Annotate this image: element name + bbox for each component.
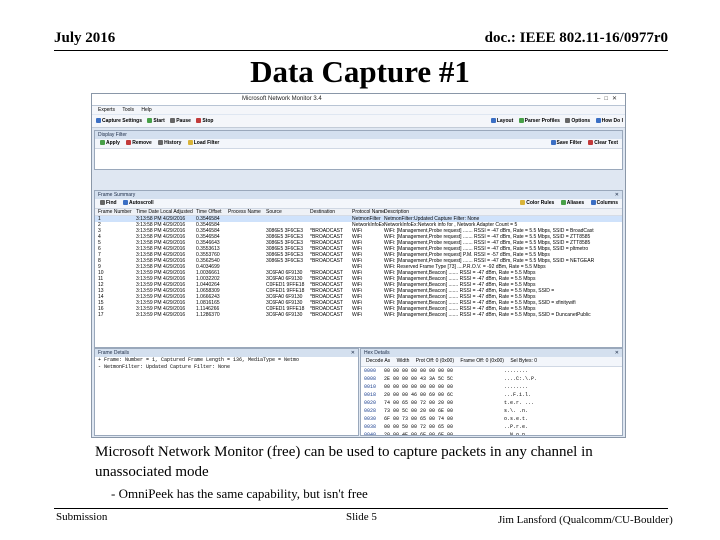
frame-summary-pane xyxy=(94,190,623,348)
table-cell: 0.3553613 xyxy=(196,246,220,252)
window-controls[interactable]: –□✕ xyxy=(597,96,621,102)
hex-row[interactable] xyxy=(361,383,622,391)
column-header[interactable]: Frame Number xyxy=(98,209,132,215)
table-cell: 0.3546584 xyxy=(196,234,220,240)
filter-text-area[interactable] xyxy=(95,149,622,167)
table-cell: 0.3553760 xyxy=(196,252,220,258)
table-cell: NetmonFilter xyxy=(352,216,381,222)
hex-row[interactable] xyxy=(361,423,622,431)
table-cell: 6 xyxy=(98,246,101,252)
table-cell: WiFi xyxy=(352,234,362,240)
autoscroll-icon xyxy=(123,200,128,205)
display-filter-pane xyxy=(94,130,623,170)
save-filter-button[interactable]: Save Filter xyxy=(551,139,582,148)
table-cell: WiFi: [Management,Beacon] ....... RSSI = -47 dBm, Rate = 5.5 Mbps xyxy=(384,276,536,282)
hex-ascii: ..P.r.e. xyxy=(504,424,529,430)
hex-row[interactable] xyxy=(361,399,622,407)
hex-details-toolbar xyxy=(361,357,622,367)
table-cell: 3086E5 3F6CE3 xyxy=(266,234,303,240)
frame-summary-rows xyxy=(95,216,622,318)
slide-title: Data Capture #1 xyxy=(250,54,470,89)
table-cell: *BROADCAST xyxy=(310,246,344,252)
table-cell: WiFi: [Management,Beacon] ....... RSSI = -47 dBm, Rate = 5.5 Mbps, SSID = DuncanetPublic xyxy=(384,312,591,318)
hex-ascii: o.s.e.t. xyxy=(504,416,529,422)
table-cell: 3C6FA0 6F9130 xyxy=(266,294,303,300)
table-cell: 9 xyxy=(98,264,101,270)
hex-bytes: 00 00 00 00 00 00 00 00 xyxy=(384,384,454,390)
help-icon xyxy=(596,118,601,123)
table-cell: WiFi: Reserved Frame Type [73] ....P.R.O.V. = -92 dBm, Rate = 5.5 Mbps xyxy=(384,264,546,270)
pause-icon xyxy=(170,118,175,123)
table-cell: *BROADCAST xyxy=(310,276,344,282)
columns-icon xyxy=(591,200,596,205)
table-cell: 3:13:58 PM 4/29/2016 xyxy=(136,258,186,264)
hex-row[interactable] xyxy=(361,367,622,375)
stop-button[interactable]: Stop xyxy=(196,118,213,124)
table-cell: 15 xyxy=(98,300,104,306)
table-cell: 3:13:58 PM 4/29/2016 xyxy=(136,246,186,252)
table-cell: NetmonFilter:Updated Capture Filter: None xyxy=(384,216,480,222)
close-icon[interactable]: ✕ xyxy=(614,350,619,356)
load-filter-button[interactable]: Load Filter xyxy=(188,139,220,148)
play-icon xyxy=(147,118,152,123)
hex-row[interactable] xyxy=(361,407,622,415)
table-cell: WiFi: [Management,Probe request] ....... RSSI = -47 dBm, Rate = 5.5 Mbps, SSID = ZTT8585 xyxy=(384,240,591,246)
gear-icon xyxy=(565,118,570,123)
sel-bytes-readout: Sel Bytes: 0 xyxy=(510,358,538,364)
width-button[interactable]: Width xyxy=(396,358,410,364)
layout-button[interactable]: Layout xyxy=(491,118,513,124)
sub-bullet: - OmniPeek has the same capability, but isn't free xyxy=(111,486,368,501)
table-cell: C0FED1 9FFE18 xyxy=(266,288,305,294)
table-cell: WiFi xyxy=(352,252,362,258)
table-cell: WiFi xyxy=(352,228,362,234)
table-cell: WiFi: [Management,Probe request] ....... RSSI = -47 dBm, Rate = 5.5 Mbps, SSID = ZTT8585 xyxy=(384,234,591,240)
table-cell: WiFi xyxy=(352,288,362,294)
table-cell: NetworkInfoEx xyxy=(352,222,385,228)
table-cell: WiFi xyxy=(352,246,362,252)
table-cell: 3:13:58 PM 4/29/2016 xyxy=(136,240,186,246)
footer-divider xyxy=(54,508,668,509)
column-header[interactable]: Source xyxy=(266,209,282,215)
table-cell: 0.4034699 xyxy=(196,264,220,270)
folder-icon xyxy=(188,140,193,145)
close-icon[interactable]: ✕ xyxy=(350,350,355,356)
hex-offset: 0020 xyxy=(364,400,377,406)
remove-icon xyxy=(126,140,131,145)
table-cell: 1.0816165 xyxy=(196,300,220,306)
options-button[interactable]: Options xyxy=(565,118,590,124)
table-cell: WiFi xyxy=(352,294,362,300)
table-cell: WiFi: [Management,Probe request] ....... RSSI = -47 dBm, Rate = 5.5 Mbps, SSID = pltmetro xyxy=(384,246,589,252)
main-toolbar xyxy=(92,115,625,128)
table-cell: 1.1146266 xyxy=(196,306,220,312)
hex-bytes: 20 00 00 46 00 69 00 6C xyxy=(384,392,454,398)
table-cell xyxy=(228,312,266,318)
save-icon xyxy=(551,140,556,145)
hex-bytes: 20 00 4E 00 6F 00 6E 00 xyxy=(384,432,454,436)
hex-offset: 0040 xyxy=(364,432,377,436)
table-cell: 0.3562540 xyxy=(196,258,220,264)
column-header[interactable]: Protocol Name xyxy=(352,209,386,215)
table-cell: WiFi: [Management,Beacon] ....... RSSI = -47 dBm, Rate = 5.5 Mbps, SSID = xyxy=(384,288,555,294)
table-cell: NetworkInfoEx:Network info for , Network Adapter Count = 5 xyxy=(384,222,518,228)
table-cell: 3086E5 3F6CE3 xyxy=(266,246,303,252)
apply-icon xyxy=(100,140,105,145)
doc-id: doc.: IEEE 802.11-16/0977r0 xyxy=(484,30,668,46)
table-cell: WiFi xyxy=(352,306,362,312)
display-filter-header: Display Filter xyxy=(95,131,622,139)
table-cell: 7 xyxy=(98,252,101,258)
footer-author: Jim Lansford (Qualcomm/CU-Boulder) xyxy=(498,514,673,526)
frame-summary-actions xyxy=(515,199,618,208)
table-cell: WiFi: [Management,Beacon] ....... RSSI = -47 dBm, Rate = 5.5 Mbps xyxy=(384,282,536,288)
parser-icon xyxy=(519,118,524,123)
table-cell: WiFi xyxy=(352,300,362,306)
table-cell: 3:13:58 PM 4/29/2016 xyxy=(136,252,186,258)
table-cell: WiFi xyxy=(352,240,362,246)
hex-details-pane xyxy=(360,348,623,436)
table-cell: 0.3546584 xyxy=(196,228,220,234)
table-cell: 3:13:59 PM 4/29/2016 xyxy=(136,270,186,276)
table-cell: *BROADCAST xyxy=(310,228,344,234)
frame-summary-header: Frame Summary ✕ xyxy=(95,191,622,199)
table-cell: 1.0658309 xyxy=(196,288,220,294)
apply-filter-button[interactable]: Apply xyxy=(100,139,120,148)
table-cell: 3:13:59 PM 4/29/2016 xyxy=(136,312,186,318)
table-cell: 3:13:58 PM 4/29/2016 xyxy=(136,234,186,240)
capture-settings-button[interactable]: Capture Settings xyxy=(96,118,142,124)
table-cell: 3086E5 3F6CE3 xyxy=(266,240,303,246)
table-cell: WiFi: [Management,Beacon] ....... RSSI = -47 dBm, Rate = 5.5 Mbps, SSID = xfinitywifi xyxy=(384,300,576,306)
hex-offset: 0008 xyxy=(364,376,377,382)
hex-ascii: ........ xyxy=(504,384,529,390)
slide-date: July 2016 xyxy=(54,30,116,46)
frame-summary-column-headers xyxy=(95,209,622,216)
history-icon xyxy=(158,140,163,145)
hex-row[interactable] xyxy=(361,391,622,399)
table-cell: 3:13:58 PM 4/29/2016 xyxy=(136,222,186,228)
menu-tools[interactable]: Tools xyxy=(122,107,135,113)
table-cell: WiFi xyxy=(352,264,362,270)
table-cell: *BROADCAST xyxy=(310,294,344,300)
table-cell: *BROADCAST xyxy=(310,312,344,318)
hex-offset: 0038 xyxy=(364,424,377,430)
history-button[interactable]: History xyxy=(158,139,181,148)
table-cell: *BROADCAST xyxy=(310,270,344,276)
frame-off-readout: Frame Off: 0 (0x00) xyxy=(460,358,504,364)
table-cell: *BROADCAST xyxy=(310,282,344,288)
pause-button[interactable]: Pause xyxy=(170,118,191,124)
table-cell: 3:13:59 PM 4/29/2016 xyxy=(136,306,186,312)
hex-ascii: .N.o.n. xyxy=(504,432,529,436)
hex-row[interactable] xyxy=(361,375,622,383)
table-cell: 12 xyxy=(98,282,104,288)
hex-offset: 0018 xyxy=(364,392,377,398)
color-rules-icon xyxy=(520,200,525,205)
table-cell: 14 xyxy=(98,294,104,300)
decode-as-button[interactable]: Decode As xyxy=(366,358,391,364)
window-titlebar xyxy=(92,94,625,106)
display-filter-toolbar xyxy=(95,139,622,149)
table-cell: 3C6FA0 6F9130 xyxy=(266,312,303,318)
table-cell: 17 xyxy=(98,312,104,318)
table-cell: 1.0032202 xyxy=(196,276,220,282)
table-cell: 0.3546643 xyxy=(196,240,220,246)
netmon-screenshot xyxy=(91,93,626,438)
table-cell: *BROADCAST xyxy=(310,306,344,312)
aliases-button[interactable]: Aliases xyxy=(561,199,585,208)
table-cell: WiFi xyxy=(352,276,362,282)
table-cell: 8 xyxy=(98,258,101,264)
table-cell: WiFi xyxy=(352,282,362,288)
table-cell: 3:13:59 PM 4/29/2016 xyxy=(136,276,186,282)
header-divider xyxy=(54,50,668,51)
table-cell: 3C6FA0 6F9130 xyxy=(266,300,303,306)
window-title: Microsoft Network Monitor 3.4 xyxy=(242,96,322,102)
column-header[interactable]: Description xyxy=(384,209,410,215)
hex-ascii: s.\. .n. xyxy=(504,408,529,414)
table-cell: 3:13:59 PM 4/29/2016 xyxy=(136,294,186,300)
prot-off-readout: Prot Off: 0 (0x00) xyxy=(415,358,455,364)
table-cell: WiFi: [Management,Probe request] P.M. RSSI = -57 dBm, Rate = 5.5 Mbps xyxy=(384,252,550,258)
frame-details-line[interactable]: + Frame: Number = 1, Captured Frame Length = 136, MediaType = Netmo xyxy=(98,357,300,363)
table-cell: 0.3546584 xyxy=(196,222,220,228)
find-icon xyxy=(100,200,105,205)
hex-bytes: 2E 00 00 00 43 3A 5C 5C xyxy=(384,376,454,382)
table-cell: 3:13:58 PM 4/29/2016 xyxy=(136,264,186,270)
hex-ascii: ........ xyxy=(504,368,529,374)
clear-text-button[interactable]: Clear Text xyxy=(588,139,618,148)
hex-bytes: 6F 00 73 00 65 00 74 00 xyxy=(384,416,454,422)
footer-submission: Submission xyxy=(56,511,108,523)
hex-offset: 0010 xyxy=(364,384,377,390)
table-row[interactable] xyxy=(95,312,622,318)
table-cell: 5 xyxy=(98,240,101,246)
hex-bytes: 00 00 50 00 72 00 65 00 xyxy=(384,424,454,430)
columns-button[interactable]: Columns xyxy=(591,199,618,208)
table-cell: 3086E5 3F6CE3 xyxy=(266,228,303,234)
column-header[interactable]: Process Name xyxy=(228,209,261,215)
main-bullet: Microsoft Network Monitor (free) can be used to capture packets in any channel in unassociated mode xyxy=(95,444,593,480)
table-cell: *BROADCAST xyxy=(310,240,344,246)
column-header[interactable]: Destination xyxy=(310,209,336,215)
stop-icon xyxy=(196,118,201,123)
table-cell: 3:13:59 PM 4/29/2016 xyxy=(136,282,186,288)
table-cell: 0.3546584 xyxy=(196,216,220,222)
table-cell: WiFi: [Management,Beacon] ....... RSSI = -47 dBm, Rate = 5.5 Mbps xyxy=(384,294,536,300)
table-cell: 11 xyxy=(98,276,104,282)
capture-settings-icon xyxy=(96,118,101,123)
table-cell: 1.0036661 xyxy=(196,270,220,276)
table-cell: 3C6FA0 6F9130 xyxy=(266,276,303,282)
column-header[interactable]: Time Date Local Adjusted xyxy=(136,209,193,215)
table-cell: C0FED1 9FFE18 xyxy=(266,306,305,312)
table-cell: 3086E5 3F6CE3 xyxy=(266,258,303,264)
toolbar-right-group xyxy=(487,115,623,124)
hex-offset: 0000 xyxy=(364,368,377,374)
table-cell: WiFi xyxy=(352,258,362,264)
table-cell: 1.1286370 xyxy=(196,312,220,318)
table-cell: WiFi xyxy=(352,270,362,276)
close-icon[interactable]: ✕ xyxy=(614,192,619,198)
aliases-icon xyxy=(561,200,566,205)
table-cell: *BROADCAST xyxy=(310,300,344,306)
column-header[interactable]: Time Offset xyxy=(196,209,222,215)
hex-bytes: 74 00 65 00 72 00 20 00 xyxy=(384,400,454,406)
table-cell: 3C6FA0 6F9130 xyxy=(266,270,303,276)
remove-filter-button[interactable]: Remove xyxy=(126,139,151,148)
table-cell: WiFi xyxy=(352,312,362,318)
how-do-i-button[interactable]: How Do I xyxy=(596,118,623,124)
footer-slide-number: Slide 5 xyxy=(346,511,377,523)
table-cell: *BROADCAST xyxy=(310,252,344,258)
table-cell: WiFi: [Management,Probe request] ....... RSSI = -47 dBm, Rate = 5.5 Mbps, SSID = NETGEAR xyxy=(384,258,595,264)
hex-row[interactable] xyxy=(361,415,622,423)
table-cell: 2 xyxy=(98,222,101,228)
frame-details-pane xyxy=(94,348,359,436)
parser-profiles-button[interactable]: Parser Profiles xyxy=(519,118,560,124)
start-button[interactable]: Start xyxy=(147,118,164,124)
menu-help[interactable]: Help xyxy=(141,107,152,113)
table-cell: 1.0666243 xyxy=(196,294,220,300)
hex-bytes: 00 00 00 00 00 00 00 00 xyxy=(384,368,454,374)
menu-bar xyxy=(92,106,625,114)
table-cell: 13 xyxy=(98,288,104,294)
table-cell: *BROADCAST xyxy=(310,258,344,264)
hex-row[interactable] xyxy=(361,431,622,436)
hex-ascii: ...F.i.l. xyxy=(504,392,532,398)
table-cell: 1 xyxy=(98,216,101,222)
table-cell: 3:13:58 PM 4/29/2016 xyxy=(136,228,186,234)
clear-icon xyxy=(588,140,593,145)
table-cell: 1.0440264 xyxy=(196,282,220,288)
table-cell: 3086E5 3F6CE3 xyxy=(266,252,303,258)
find-button[interactable]: Find xyxy=(100,199,117,208)
table-cell: C0FED1 9FFE18 xyxy=(266,282,305,288)
frame-details-line[interactable]: - NetmonFilter: Updated Capture Filter: None xyxy=(98,364,231,370)
table-cell: 16 xyxy=(98,306,104,312)
table-cell: 3:13:59 PM 4/29/2016 xyxy=(136,300,186,306)
table-cell: *BROADCAST xyxy=(310,234,344,240)
menu-experts[interactable]: Experts xyxy=(98,107,115,113)
table-cell: 3:13:59 PM 4/29/2016 xyxy=(136,288,186,294)
frame-summary-toolbar xyxy=(95,199,622,209)
autoscroll-button[interactable]: Autoscroll xyxy=(123,199,154,208)
table-cell: 4 xyxy=(98,234,101,240)
layout-icon xyxy=(491,118,496,123)
table-cell: 10 xyxy=(98,270,104,276)
table-cell: 3 xyxy=(98,228,101,234)
table-cell: WiFi: [Management,Probe request] ....... RSSI = -47 dBm, Rate = 5.5 Mbps, SSID = BroadCast xyxy=(384,228,594,234)
frame-details-header: Frame Details ✕ xyxy=(95,349,358,357)
hex-ascii: ....C:.\.P. xyxy=(504,376,538,382)
hex-bytes: 73 00 5C 00 20 00 6E 00 xyxy=(384,408,454,414)
display-filter-actions xyxy=(546,139,619,148)
hex-details-header: Hex Details ✕ xyxy=(361,349,622,357)
hex-offset: 0030 xyxy=(364,416,377,422)
color-rules-button[interactable]: Color Rules xyxy=(520,199,554,208)
table-cell: 3:13:58 PM 4/29/2016 xyxy=(136,216,186,222)
table-cell: *BROADCAST xyxy=(310,288,344,294)
hex-rows xyxy=(361,367,622,436)
table-cell: WiFi: [Management,Beacon] ....... RSSI = -47 dBm, Rate = 5.5 Mbps xyxy=(384,270,536,276)
hex-offset: 0028 xyxy=(364,408,377,414)
hex-ascii: t.e.r. ... xyxy=(504,400,535,406)
table-cell: WiFi: [Management,Beacon] ....... RSSI = -47 dBm, Rate = 5.5 Mbps xyxy=(384,306,536,312)
